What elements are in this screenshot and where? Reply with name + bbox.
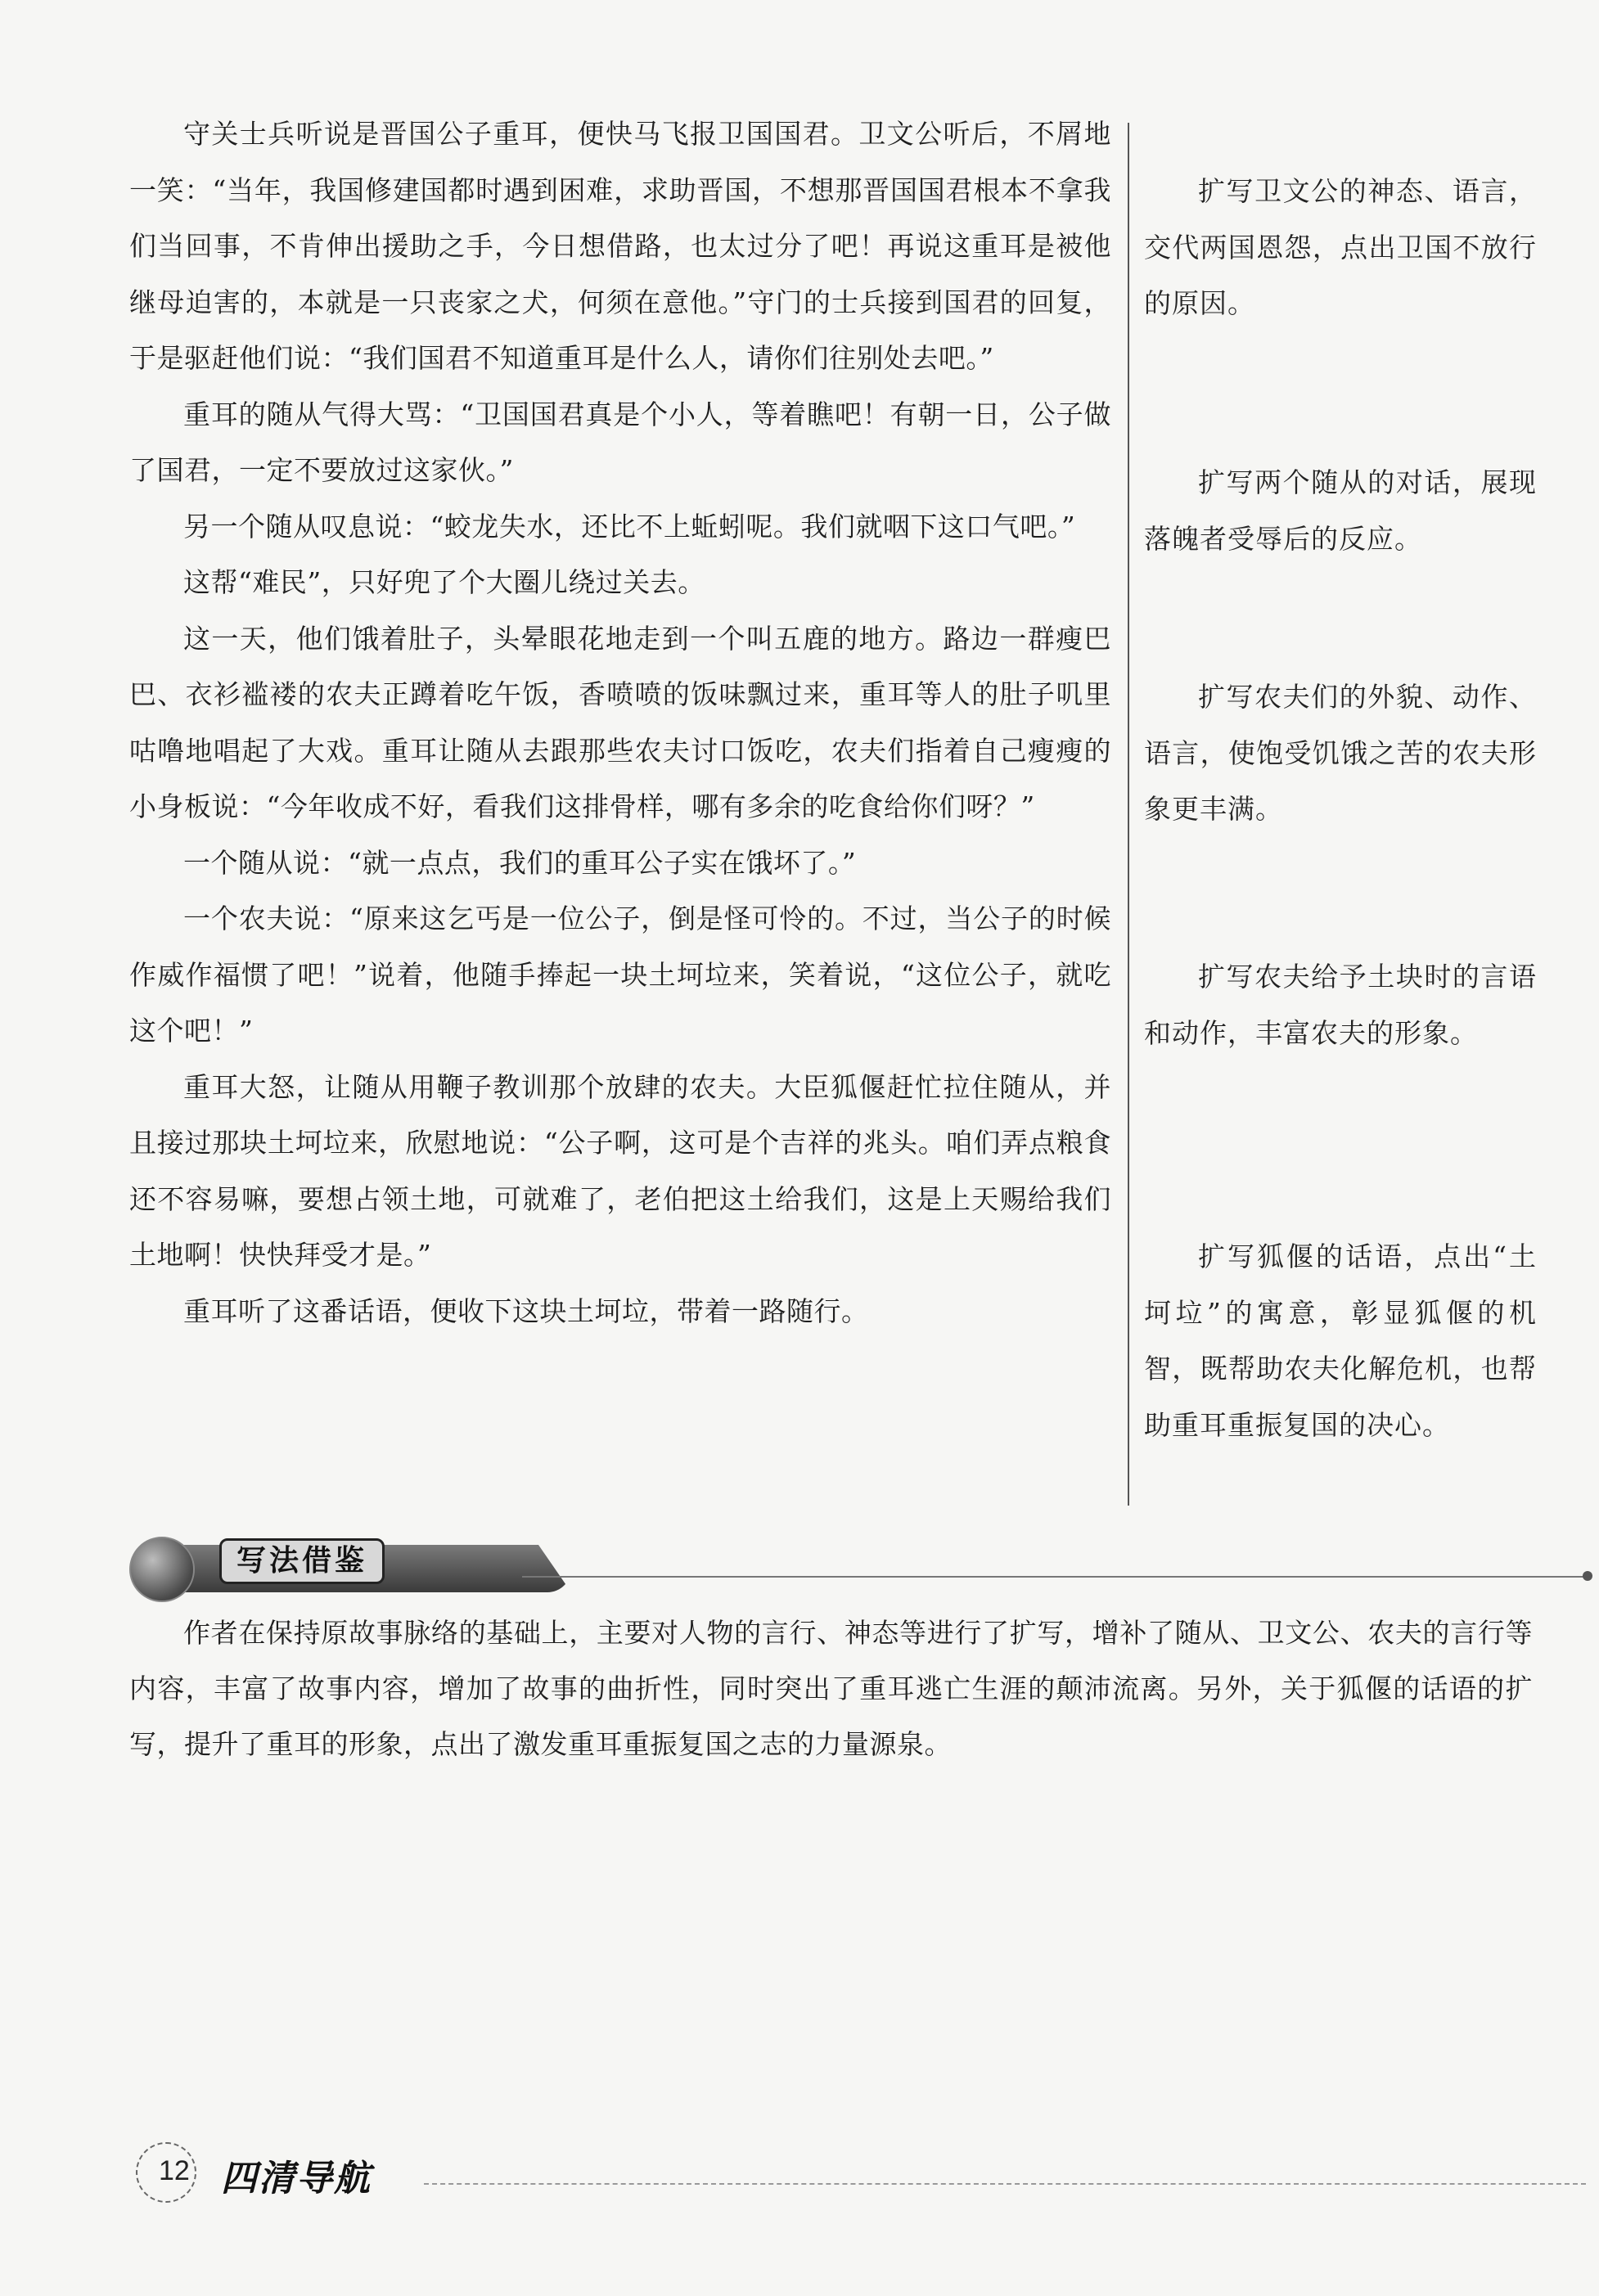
paragraph: 守关士兵听说是晋国公子重耳，便快马飞报卫国国君。卫文公听后，不屑地一笑：“当年，我国修建国都时遇到困难，求助晋国，不想那晋国国君根本不拿我们当回事，不肯伸出援助之手，今日想借路，也太过分了吧！再说这重耳是被他继母迫害的，本就是一只丧家之犬，何须在意他。”守门的士兵接到国君的回复，于是驱赶他们说：“我们国君不知道重耳是什么人，请你们往别处去吧。” bbox=[129, 118, 1111, 374]
section-header bbox=[129, 1532, 1471, 1597]
side-note: 扩写两个随从的对话，展现落魄者受辱后的反应。 bbox=[1144, 466, 1537, 555]
brand-logo: 四清导航 bbox=[221, 2158, 372, 2199]
paragraph: 一个随从说：“就一点点，我们的重耳公子实在饿坏了。” bbox=[183, 846, 857, 879]
main-text-column bbox=[129, 106, 1111, 1339]
column-divider bbox=[1128, 123, 1129, 1506]
paragraph: 另一个随从叹息说：“蛟龙失水，还比不上蚯蚓呢。我们就咽下这口气吧。” bbox=[183, 510, 1076, 542]
rule-end-dot-icon bbox=[1583, 1571, 1592, 1581]
page-number: 12 bbox=[159, 2155, 190, 2186]
paragraph: 一个农夫说：“原来这乞丐是一位公子，倒是怪可怜的。不过，当公子的时候作威作福惯了吧！”说着，他随手捧起一块土坷垃来，笑着说，“这位公子，就吃这个吧！” bbox=[129, 903, 1111, 1047]
paragraph: 重耳的随从气得大骂：“卫国国君真是个小人，等着瞧吧！有朝一日，公子做了国君，一定不要放过这家伙。” bbox=[129, 398, 1111, 486]
page-footer bbox=[129, 2136, 1471, 2201]
section-rule bbox=[522, 1576, 1586, 1578]
section-summary: 作者在保持原故事脉络的基础上，主要对人物的言行、神态等进行了扩写，增补了随从、卫文公、农夫的言行等内容，丰富了故事内容，增加了故事的曲折性，同时突出了重耳逃亡生涯的颠沛流离。另外，关于狐偃的话语的扩写，提升了重耳的形象，点出了激发重耳重振复国之志的力量源泉。 bbox=[129, 1617, 1533, 1760]
side-note: 扩写农夫给予土块时的言语和动作，丰富农夫的形象。 bbox=[1144, 961, 1537, 1049]
footer-rule bbox=[424, 2183, 1586, 2185]
section-emblem-icon bbox=[129, 1537, 195, 1602]
side-note: 扩写卫文公的神态、语言，交代两国恩怨，点出卫国不放行的原因。 bbox=[1144, 175, 1537, 319]
paragraph: 这一天，他们饿着肚子，头晕眼花地走到一个叫五鹿的地方。路边一群瘦巴巴、衣衫褴褛的农夫正蹲着吃午饭，香喷喷的饭味飘过来，重耳等人的肚子叽里咕噜地唱起了大戏。重耳让随从去跟那些农夫讨口饭吃，农夫们指着自己瘦瘦的小身板说：“今年收成不好，看我们这排骨样，哪有多余的吃食给你们呀？” bbox=[129, 622, 1111, 822]
side-note: 扩写狐偃的话语，点出“土坷垃”的寓意，彰显狐偃的机智，既帮助农夫化解危机，也帮助重耳重振复国的决心。 bbox=[1144, 1240, 1537, 1441]
paragraph: 这帮“难民”，只好兜了个大圈儿绕过关去。 bbox=[183, 566, 705, 598]
paragraph: 重耳听了这番话语，便收下这块土坷垃，带着一路随行。 bbox=[183, 1294, 869, 1327]
paragraph: 重耳大怒，让随从用鞭子教训那个放肆的农夫。大臣狐偃赶忙拉住随从，并且接过那块土坷垃来，欣慰地说：“公子啊，这可是个吉祥的兆头。咱们弄点粮食还不容易嘛，要想占领土地，可就难了，老伯把这土给我们，这是上天赐给我们土地啊！快快拜受才是。” bbox=[129, 1070, 1111, 1271]
side-note: 扩写农夫们的外貌、动作、语言，使饱受饥饿之苦的农夫形象更丰满。 bbox=[1144, 681, 1537, 825]
section-title: 写法借鉴 bbox=[219, 1538, 385, 1584]
